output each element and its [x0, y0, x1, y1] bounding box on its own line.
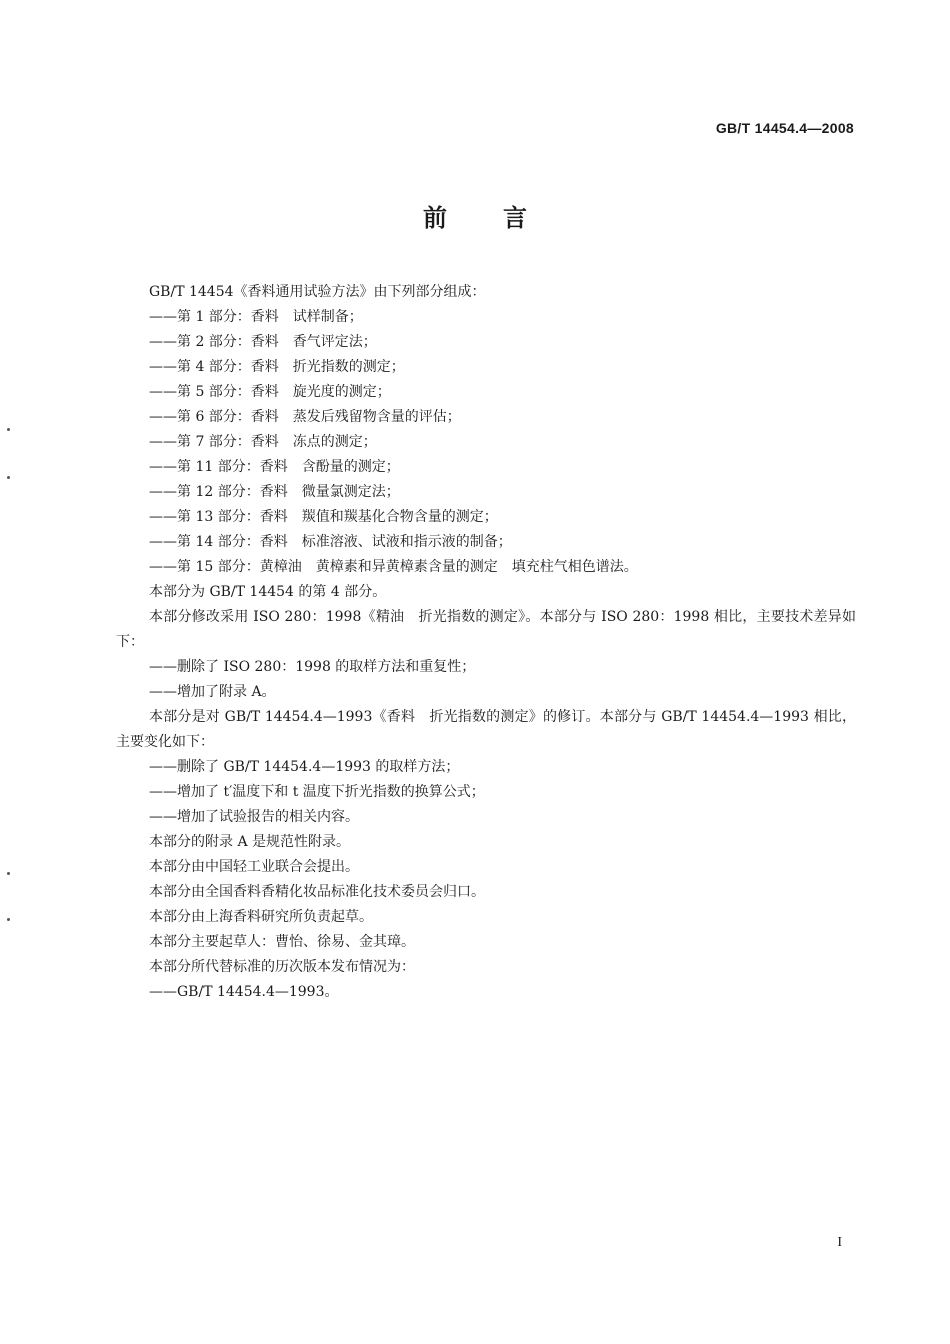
- paragraph: 本部分所代替标准的历次版本发布情况为：: [149, 959, 415, 975]
- paragraph: 本部分由全国香料香精化妆品标准化技术委员会归口。: [149, 884, 485, 900]
- list-item: ——第 11 部分：香料 含酚量的测定；: [149, 459, 400, 475]
- list-item: ——增加了 t′温度下和 t 温度下折光指数的换算公式；: [149, 784, 485, 800]
- list-item: ——第 15 部分：黄樟油 黄樟素和异黄樟素含量的测定 填充柱气相色谱法。: [149, 559, 638, 575]
- scan-speck: [7, 872, 10, 875]
- list-item: ——GB/T 14454.4—1993。: [149, 984, 339, 1000]
- scan-speck: [7, 428, 10, 431]
- paragraph: GB/T 14454《香料通用试验方法》由下列部分组成：: [149, 284, 486, 300]
- list-item: ——删除了 GB/T 14454.4—1993 的取样方法；: [149, 759, 460, 775]
- list-item: ——删除了 ISO 280：1998 的取样方法和重复性；: [149, 659, 476, 675]
- list-item: ——第 1 部分：香料 试样制备；: [149, 309, 363, 325]
- paragraph: 本部分主要起草人：曹怡、徐易、金其璋。: [149, 934, 415, 950]
- paragraph: 本部分修改采用 ISO 280：1998《精油 折光指数的测定》。本部分与 ISO 280：1998 相比，主要技术差异如下：: [116, 609, 856, 650]
- list-item: ——第 6 部分：香料 蒸发后残留物含量的评估；: [149, 409, 461, 425]
- list-item: ——第 12 部分：香料 微量氯测定法；: [149, 484, 400, 500]
- list-item: ——第 14 部分：香料 标准溶液、试液和指示液的制备；: [149, 534, 512, 550]
- standard-code: GB/T 14454.4—2008: [715, 120, 854, 136]
- page-title: 前言: [423, 204, 583, 232]
- page-number: I: [837, 1235, 842, 1250]
- list-item: ——第 7 部分：香料 冻点的测定；: [149, 434, 377, 450]
- list-item: ——第 13 部分：香料 羰值和羰基化合物含量的测定；: [149, 509, 498, 525]
- list-item: ——增加了附录 A。: [149, 684, 276, 700]
- foreword-body: [116, 280, 856, 1005]
- paragraph: 本部分的附录 A 是规范性附录。: [149, 834, 351, 850]
- list-item: ——第 2 部分：香料 香气评定法；: [149, 334, 377, 350]
- list-item: ——第 5 部分：香料 旋光度的测定；: [149, 384, 391, 400]
- paragraph: 本部分由中国轻工业联合会提出。: [149, 859, 359, 875]
- list-item: ——增加了试验报告的相关内容。: [149, 809, 359, 825]
- scan-speck: [7, 476, 10, 479]
- scan-speck: [7, 918, 10, 921]
- paragraph: 本部分是对 GB/T 14454.4—1993《香料 折光指数的测定》的修订。本部分与 GB/T 14454.4—1993 相比，主要变化如下：: [116, 709, 856, 750]
- list-item: ——第 4 部分：香料 折光指数的测定；: [149, 359, 405, 375]
- paragraph: 本部分由上海香料研究所负责起草。: [149, 909, 373, 925]
- paragraph: 本部分为 GB/T 14454 的第 4 部分。: [149, 584, 387, 600]
